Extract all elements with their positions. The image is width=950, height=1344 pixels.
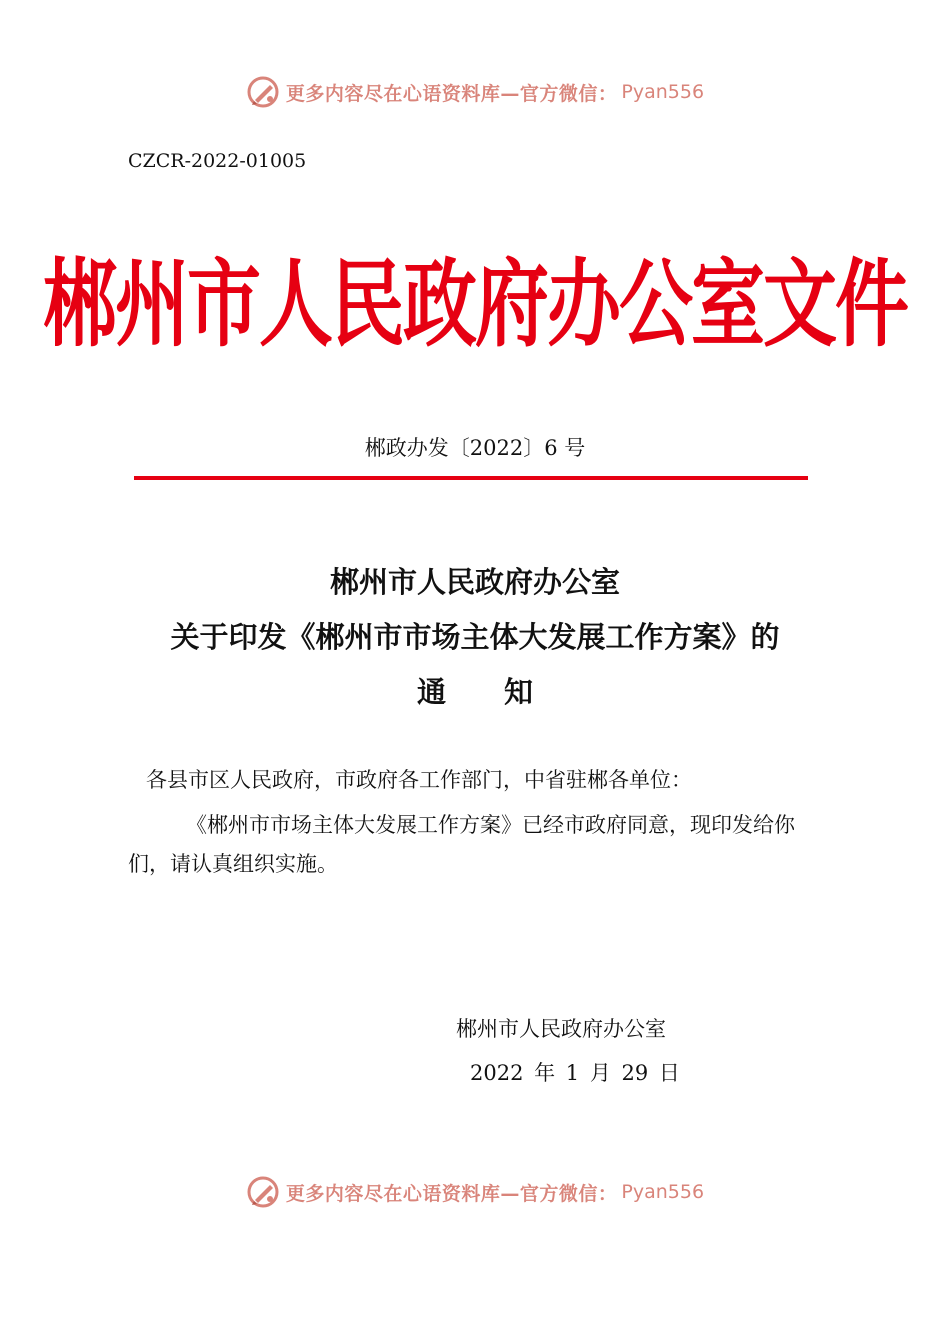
watermark-wechat-id: Pyan556 xyxy=(621,1181,705,1203)
watermark-text: 更多内容尽在心语资料库—官方微信： xyxy=(285,1182,618,1205)
title-word-tong: 通 xyxy=(416,675,446,709)
watermark-bottom xyxy=(0,1172,950,1212)
document-code: CZCR-2022-01005 xyxy=(128,150,307,172)
watermark-wechat-id: Pyan556 xyxy=(621,81,705,103)
title-line-3 xyxy=(0,665,950,720)
body-paragraph: 《郴州市市场主体大发展工作方案》已经市政府同意，现印发给你们，请认真组织实施。 xyxy=(128,813,795,876)
document-number: 郴政办发〔2022〕6 号 xyxy=(364,436,586,460)
title-line-2: 关于印发《郴州市市场主体大发展工作方案》的 xyxy=(170,620,780,654)
issuer-header: 郴州市人民政府办公室文件 xyxy=(43,250,907,361)
watermark-text: 更多内容尽在心语资料库—官方微信： xyxy=(285,82,618,105)
pen-logo-icon xyxy=(246,75,280,109)
document-title xyxy=(0,555,950,720)
pen-logo-icon xyxy=(246,1175,280,1209)
watermark-top xyxy=(0,72,950,112)
title-word-zhi: 知 xyxy=(504,675,534,709)
signature-date: 2022 年 1 月 29 日 xyxy=(470,1061,680,1085)
red-divider-rule xyxy=(134,476,808,480)
title-line-1: 郴州市人民政府办公室 xyxy=(329,565,620,599)
recipients-line: 各县市区人民政府，市政府各工作部门，中省驻郴各单位： xyxy=(146,768,692,792)
signature-issuer: 郴州市人民政府办公室 xyxy=(456,1017,666,1041)
